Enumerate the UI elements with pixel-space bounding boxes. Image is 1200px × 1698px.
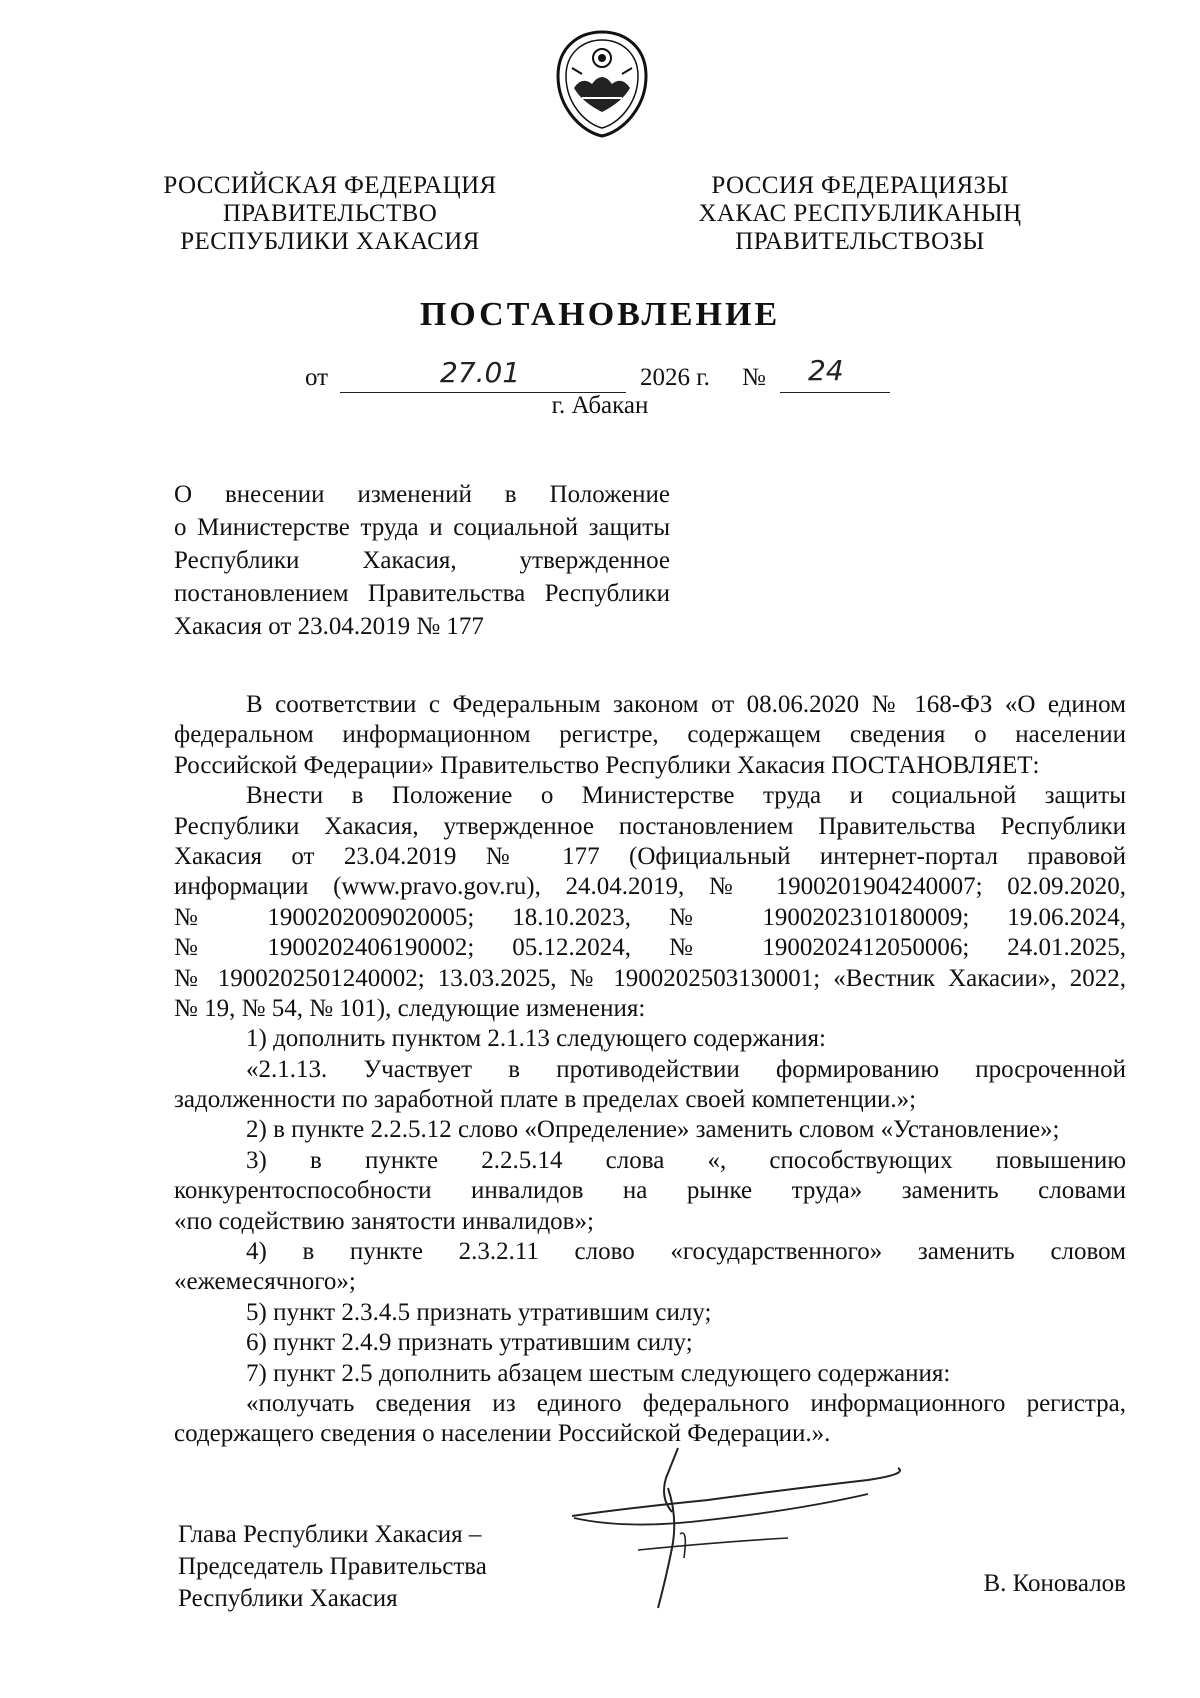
header-left (160, 172, 500, 256)
subject-line: О внесении изменений в Положение (174, 481, 670, 508)
header-right-line-1: РОССИЯ ФЕДЕРАЦИЯЗЫ (711, 172, 1009, 199)
header-right-line-2: ХАКАС РЕСПУБЛИКАНЫҢ (698, 200, 1022, 227)
body-line: Внести в Положение о Министерстве труда и социальной защиты (246, 782, 1126, 810)
handwritten-date: 27.01 (440, 356, 521, 389)
body-line: № 19, № 54, № 101), следующие изменения: (174, 994, 646, 1022)
body-line: задолженности по заработной плате в пределах своей компетенции.»; (174, 1086, 917, 1114)
city: г. Абакан (551, 392, 649, 419)
document-body (174, 690, 1126, 1450)
body-line: 2) в пункте 2.2.5.12 слово «Определение» заменить словом «Установление»; (246, 1116, 1060, 1144)
body-line: информации (www.pravo.gov.ru), 24.04.2019, № 1900201904240007; 02.09.2020, (174, 873, 1126, 901)
subject-line: Республики Хакасия, утвержденное (174, 547, 670, 574)
body-line: В соответствии с Федеральным законом от 08.06.2020 № 168-ФЗ «О едином (246, 691, 1126, 718)
body-line: «2.1.13. Участвует в противодействии формированию просроченной (246, 1055, 1126, 1083)
coat-of-arms-icon (552, 28, 652, 140)
signatory-name: В. Коновалов (983, 1570, 1126, 1597)
body-line: 7) пункт 2.5 дополнить абзацем шестым следующего содержания: (246, 1359, 951, 1387)
signatory-position (178, 1519, 487, 1615)
body-line: 1) дополнить пунктом 2.1.13 следующего содержания: (246, 1025, 826, 1053)
body-line: Российской Федерации» Правительство Республики Хакасия ПОСТАНОВЛЯЕТ: (174, 751, 1040, 779)
header-right-line-3: ПРАВИТЕЛЬСТВОЗЫ (735, 228, 985, 255)
handwritten-number: 24 (808, 354, 844, 387)
body-line: «ежемесячного»; (174, 1268, 356, 1296)
body-line: конкурентоспособности инвалидов на рынке труда» заменить словами (174, 1177, 1126, 1205)
body-line: 3) в пункте 2.2.5.14 слова «, способствующих повышению (246, 1146, 1126, 1174)
body-line: «по содействию занятости инвалидов»; (174, 1207, 594, 1235)
body-line: 4) в пункте 2.3.2.11 слово «государственного» заменить словом (246, 1238, 1126, 1266)
year-label: 2026 г. (640, 364, 710, 391)
body-line: 5) пункт 2.3.4.5 признать утратившим силу; (246, 1298, 712, 1326)
body-line: № 1900202501240002; 13.03.2025, № 1900202503130001; «Вестник Хакасии», 2022, (174, 964, 1126, 992)
signatory-position-line: Председатель Правительства (178, 1553, 487, 1580)
date-from-label: от (305, 364, 329, 391)
body-line: федеральном информационном регистре, содержащем сведения о населении (174, 721, 1126, 749)
body-line: «получать сведения из единого федерального информационного регистра, (246, 1389, 1126, 1417)
header-left-line-1: РОССИЙСКАЯ ФЕДЕРАЦИЯ (163, 172, 497, 199)
body-line: Хакасия от 23.04.2019 № 177 (Официальный интернет-портал правовой (174, 842, 1126, 870)
header-left-line-3: РЕСПУБЛИКИ ХАКАСИЯ (180, 228, 480, 255)
handwritten-signature (568, 1438, 948, 1618)
subject-block (174, 478, 670, 643)
subject-line: Хакасия от 23.04.2019 № 177 (174, 613, 484, 640)
number-label: № (742, 364, 766, 391)
signatory-position-line: Глава Республики Хакасия – (178, 1521, 482, 1548)
body-line: содержащего сведения о населении Российской Федерации.». (174, 1420, 831, 1448)
body-line: № 1900202009020005; 18.10.2023, № 1900202310180009; 19.06.2024, (174, 903, 1126, 931)
subject-line: постановлением Правительства Республики (174, 580, 670, 607)
signatory-position-line: Республики Хакасия (178, 1585, 398, 1612)
subject-line: о Министерстве труда и социальной защиты (174, 514, 670, 541)
document-title: ПОСТАНОВЛЕНИЕ (419, 296, 781, 333)
header-right (690, 172, 1030, 256)
body-line: 6) пункт 2.4.9 признать утратившим силу; (246, 1329, 693, 1357)
header-left-line-2: ПРАВИТЕЛЬСТВО (222, 200, 438, 227)
body-line: № 1900202406190002; 05.12.2024, № 1900202412050006; 24.01.2025, (174, 934, 1126, 962)
body-line: Республики Хакасия, утвержденное постановлением Правительства Республики (174, 812, 1126, 840)
